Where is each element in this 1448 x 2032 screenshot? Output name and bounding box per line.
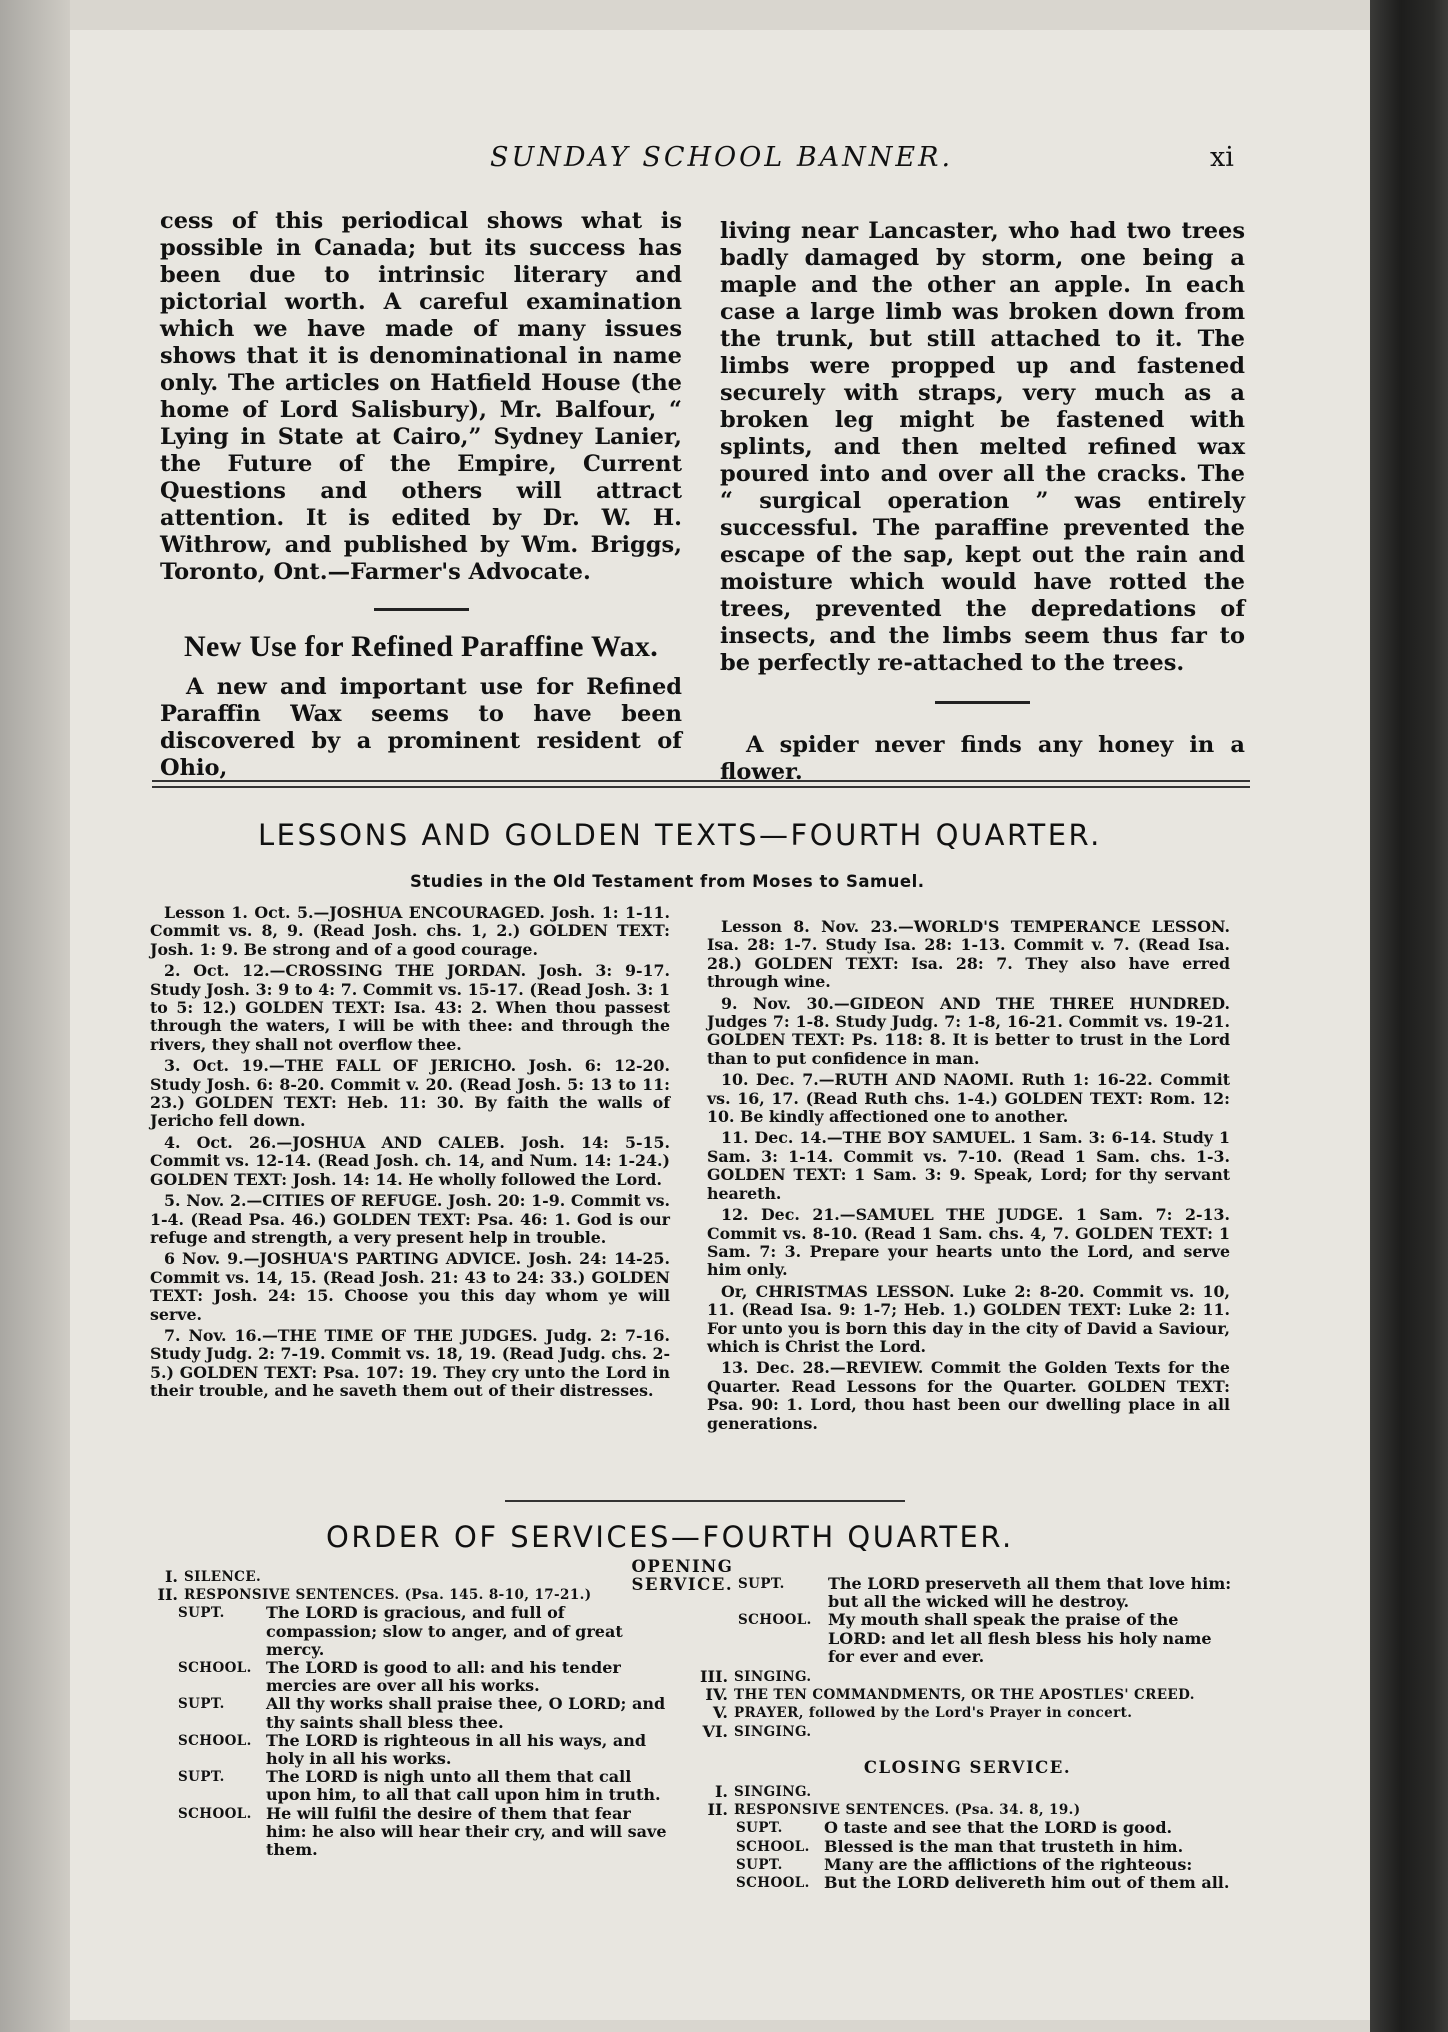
service-item bbox=[150, 1586, 592, 1604]
divider bbox=[505, 1500, 905, 1502]
response-text: My mouth shall speak the praise of the LORD: and let all flesh bless his holy name for ever and ever. bbox=[828, 1610, 1212, 1666]
service-item bbox=[700, 1686, 1235, 1704]
lesson-entry: 5. Nov. 2.—CITIES OF REFUGE. Josh. 20: 1-9. Commit vs. 1-4. (Read Psa. 46.) GOLDEN TEXT: Psa. 46: 1. God is our refuge and strength, a very present help in trouble. bbox=[150, 1191, 670, 1247]
responsive-line bbox=[178, 1695, 670, 1731]
lessons-subtitle: Studies in the Old Testament from Moses to Samuel. bbox=[410, 872, 925, 891]
service-item bbox=[700, 1723, 1235, 1741]
article2-text-cont: living near Lancaster, who had two trees badly damaged by storm, one being a maple and the other an apple. In each case a large limb was broken down from the trunk, but still attached to it. The limbs were propped up and fastened securely with straps, very much as a broken leg might be fastened with splints, and then melted refined wax poured into and over all the cracks. The “ surgical operation ” was entirely successful. The paraffine prevented the escape of the sap, kept out the rain and moisture which would have rotted the trees, prevented the depredations of insects, and the limbs seem thus far to be perfectly re-attached to the trees. bbox=[720, 218, 1245, 676]
filler-text: A spider never finds any honey in a flower. bbox=[720, 732, 1245, 785]
item-number: IV. bbox=[705, 1685, 728, 1705]
item-text: SINGING. bbox=[734, 1723, 812, 1740]
responsive-line bbox=[738, 1611, 1235, 1666]
response-text: The LORD is good to all: and his tender mercies are over all his works. bbox=[266, 1658, 621, 1696]
article-title: New Use for Refined Paraffine Wax. bbox=[183, 630, 658, 663]
response-text: Blessed is the man that trusteth in him. bbox=[824, 1836, 1184, 1856]
item-text: SILENCE. bbox=[184, 1569, 262, 1585]
lesson-entry: 2. Oct. 12.—CROSSING THE JORDAN. Josh. 3: 9-17. Study Josh. 3: 9 to 4: 7. Commit vs. 15-17. (Read Josh. 3: 1 to 5: 12.) GOLDEN TEXT: Isa. 43: 2. When thou passest through the waters, I will be with thee: and through the rivers, they shall not overflow thee. bbox=[150, 961, 670, 1054]
speaker-label: SUPT. bbox=[738, 1576, 785, 1592]
item-number: II. bbox=[157, 1585, 178, 1605]
responsive-line bbox=[178, 1805, 670, 1860]
item-text: SINGING. bbox=[734, 1784, 812, 1801]
divider bbox=[935, 701, 1030, 704]
left-column bbox=[160, 208, 682, 782]
response-text: All thy works shall praise thee, O LORD; and thy saints shall bless thee. bbox=[266, 1694, 666, 1732]
lesson-entry: 6 Nov. 9.—JOSHUA'S PARTING ADVICE. Josh. 24: 14-25. Commit vs. 14, 15. (Read Josh. 21: 43 to 24: 33.) GOLDEN TEXT: Josh. 24: 15. Choose you this day whom ye will serve. bbox=[150, 1249, 670, 1324]
speaker-label: SCHOOL. bbox=[738, 1612, 812, 1629]
speaker-label: SUPT. bbox=[736, 1856, 783, 1873]
lesson-entry: Or, CHRISTMAS LESSON. Luke 2: 8-20. Commit vs. 10, 11. (Read Isa. 9: 1-7; Heb. 1.) GOLDEN TEXT: Luke 2: 11. For unto you is born this day in the city of David a Saviour, which is Christ the Lord. bbox=[707, 1281, 1230, 1356]
lesson-entry: 11. Dec. 14.—THE BOY SAMUEL. 1 Sam. 3: 6-14. Study 1 Sam. 3: 1-14. Commit vs. 7-10. (Read 1 Sam. chs. 1-3. GOLDEN TEXT: 1 Sam. 3: 9. Speak, Lord; for thy servant heareth. bbox=[707, 1128, 1230, 1203]
section-double-rule bbox=[152, 780, 1250, 792]
responsive-line bbox=[178, 1732, 670, 1768]
speaker-label: SUPT. bbox=[178, 1605, 225, 1622]
book-spine bbox=[1370, 0, 1448, 2032]
item-text: RESPONSIVE SENTENCES. (Psa. 34. 8, 19.) bbox=[734, 1802, 1081, 1819]
item-number: VI. bbox=[702, 1721, 728, 1741]
article1-text: cess of this periodical shows what is possible in Canada; but its success has been due to intrinsic literary and pictorial worth. A careful examination which we have made of many issues shows that it is denominational in name only. The articles on Hatfield House (the home of Lord Salisbury), Mr. Balfour, “ Lying in State at Cairo,” Sydney Lanier, the Future of the Empire, Current Questions and others will attract attention. It is edited by Dr. W. H. Withrow, and published by Wm. Briggs, Toronto, Ont.—Farmer's Advocate. bbox=[160, 208, 682, 585]
speaker-label: SCHOOL. bbox=[178, 1660, 252, 1677]
responsive-line bbox=[178, 1604, 670, 1659]
closing-service-title: CLOSING SERVICE. bbox=[863, 1757, 1072, 1777]
article2-text-start: A new and important use for Refined Paraffin Wax seems to have been discovered by a prominent resident of Ohio, bbox=[160, 674, 682, 781]
response-text: He will fulfil the desire of them that fear him: he also will hear their cry, and will save them. bbox=[266, 1803, 667, 1860]
item-number: I. bbox=[164, 1567, 178, 1586]
item-number: II. bbox=[707, 1800, 728, 1820]
responsive-line bbox=[178, 1659, 670, 1695]
item-number: V. bbox=[712, 1703, 728, 1723]
lesson-entry: 12. Dec. 21.—SAMUEL THE JUDGE. 1 Sam. 7: 2-13. Commit vs. 8-10. (Read 1 Sam. chs. 4, 7. GOLDEN TEXT: 1 Sam. 7: 3. Prepare your hearts unto the Lord, and serve him only. bbox=[707, 1205, 1230, 1280]
lessons-title: LESSONS AND GOLDEN TEXTS—FOURTH QUARTER. bbox=[258, 818, 1102, 852]
responsive-line bbox=[736, 1838, 1235, 1856]
lesson-entry: 7. Nov. 16.—THE TIME OF THE JUDGES. Judg. 2: 7-16. Study Judg. 2: 7-19. Commit vs. 18, 19. (Read Judg. chs. 2-5.) GOLDEN TEXT: Psa. 107: 19. They cry unto the Lord in their trouble, and he saveth them out of their distresses. bbox=[150, 1325, 670, 1401]
lesson-entry: Lesson 1. Oct. 5.—JOSHUA ENCOURAGED. Josh. 1: 1-11. Commit vs. 8, 9. (Read Josh. chs. 1, 2.) GOLDEN TEXT: Josh. 1: 9. Be strong and of a good courage. bbox=[150, 903, 670, 959]
speaker-label: SCHOOL. bbox=[178, 1805, 252, 1822]
item-text: RESPONSIVE SENTENCES. (Psa. 145. 8-10, 17-21.) bbox=[184, 1587, 592, 1604]
item-text: THE TEN COMMANDMENTS, OR THE APOSTLES' CREED. bbox=[734, 1687, 1195, 1704]
response-text: The LORD is righteous in all his ways, and holy in all his works. bbox=[266, 1730, 647, 1769]
responsive-line bbox=[736, 1874, 1235, 1892]
speaker-label: SUPT. bbox=[178, 1769, 225, 1786]
speaker-label: SCHOOL. bbox=[736, 1838, 810, 1855]
service-item bbox=[150, 1568, 592, 1586]
lesson-entry: 13. Dec. 28.—REVIEW. Commit the Golden Texts for the Quarter. Read Lessons for the Quarter. GOLDEN TEXT: Psa. 90: 1. Lord, thou hast been our dwelling place in all generations. bbox=[707, 1358, 1230, 1433]
response-text: But the LORD delivereth him out of them all. bbox=[824, 1873, 1230, 1893]
item-text: PRAYER, followed by the Lord's Prayer in concert. bbox=[734, 1705, 1133, 1722]
speaker-label: SCHOOL. bbox=[736, 1875, 810, 1892]
service-item bbox=[700, 1668, 1235, 1686]
service-item bbox=[700, 1801, 1235, 1819]
page-number: xi bbox=[1210, 142, 1234, 173]
responsive-line bbox=[736, 1819, 1235, 1837]
opening-service-title: OPENING SERVICE. bbox=[631, 1557, 734, 1595]
responsive-line bbox=[736, 1856, 1235, 1874]
lesson-entry: Lesson 8. Nov. 23.—WORLD'S TEMPERANCE LESSON. Isa. 28: 1-7. Study Isa. 28: 1-13. Commit v. 7. (Read Isa. 28.) GOLDEN TEXT: Isa. 28: 7. They also have erred through wine. bbox=[707, 917, 1230, 992]
right-column bbox=[720, 218, 1245, 786]
response-text: The LORD is gracious, and full of compassion; slow to anger, and of great mercy. bbox=[266, 1603, 623, 1659]
speaker-label: SUPT. bbox=[736, 1820, 783, 1837]
lesson-entry: 4. Oct. 26.—JOSHUA AND CALEB. Josh. 14: 5-15. Commit vs. 12-14. (Read Josh. ch. 14, and Num. 14: 1-24.) GOLDEN TEXT: Josh. 14: 14. He wholly followed the Lord. bbox=[150, 1132, 670, 1189]
services-title: ORDER OF SERVICES—FOURTH QUARTER. bbox=[326, 1520, 1014, 1554]
speaker-label: SCHOOL. bbox=[178, 1732, 252, 1749]
service-item bbox=[700, 1783, 1235, 1801]
lesson-entry: 9. Nov. 30.—GIDEON AND THE THREE HUNDRED. Judges 7: 1-8. Study Judg. 7: 1-8, 16-21. Commit vs. 19-21. GOLDEN TEXT: Ps. 118: 8. It is better to trust in the Lord than to put confidence in man. bbox=[707, 993, 1230, 1068]
response-text: Many are the afflictions of the righteous: bbox=[824, 1854, 1193, 1874]
response-text: The LORD is nigh unto all them that call upon him, to all that call upon him in truth. bbox=[266, 1767, 661, 1805]
divider bbox=[374, 608, 469, 611]
responsive-line bbox=[738, 1575, 1235, 1611]
responsive-line bbox=[178, 1768, 670, 1804]
running-header: SUNDAY SCHOOL BANNER. bbox=[490, 142, 954, 173]
item-number: III. bbox=[700, 1667, 729, 1687]
speaker-label: SUPT. bbox=[178, 1696, 225, 1713]
lesson-entry: 3. Oct. 19.—THE FALL OF JERICHO. Josh. 6: 12-20. Study Josh. 6: 8-20. Commit v. 20. (Read Josh. 5: 13 to 11: 23.) GOLDEN TEXT: Heb. 11: 30. By faith the walls of Jericho fell down. bbox=[150, 1056, 670, 1131]
page-left-edge bbox=[0, 0, 70, 2032]
item-text: SINGING. bbox=[734, 1669, 812, 1686]
response-text: The LORD preserveth all them that love him: but all the wicked will he destroy. bbox=[828, 1574, 1232, 1612]
item-number: I. bbox=[714, 1782, 728, 1802]
right-services bbox=[700, 1575, 1235, 1892]
response-text: O taste and see that the LORD is good. bbox=[824, 1818, 1173, 1838]
lesson-entry: 10. Dec. 7.—RUTH AND NAOMI. Ruth 1: 16-22. Commit vs. 16, 17. (Read Ruth chs. 1-4.) GOLDEN TEXT: Rom. 12: 10. Be kindly affectioned one to another. bbox=[707, 1070, 1230, 1127]
lessons-left-column bbox=[150, 904, 670, 1404]
lessons-right-column bbox=[707, 918, 1230, 1436]
service-item bbox=[700, 1704, 1235, 1722]
